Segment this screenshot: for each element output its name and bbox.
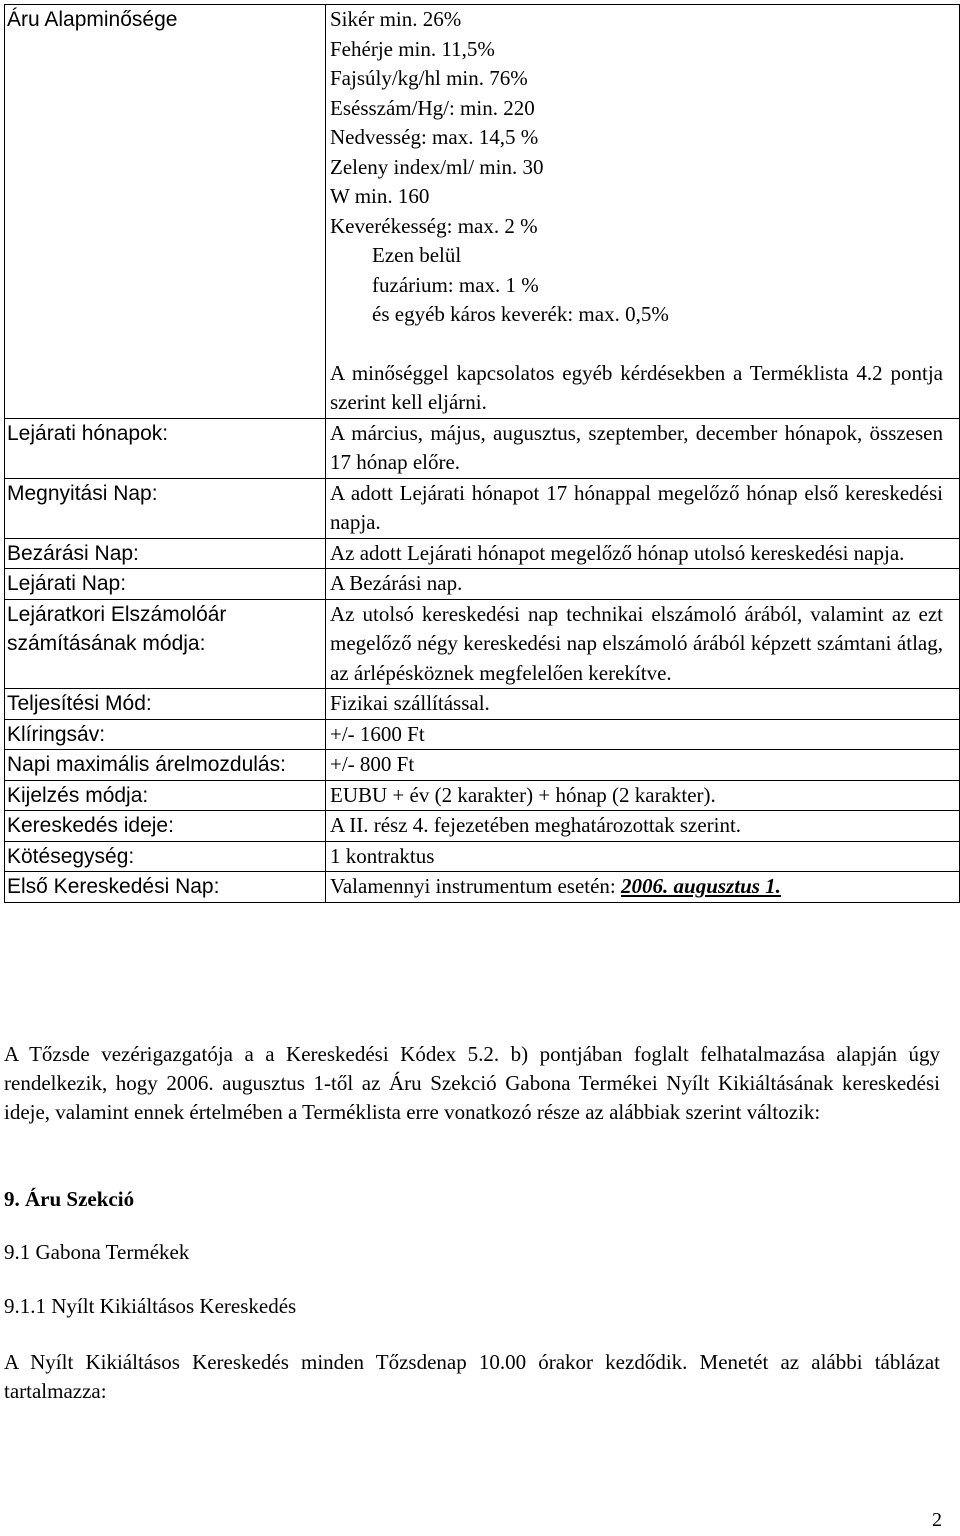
row-label: Megnyitási Nap: <box>5 478 326 538</box>
row-label: Bezárási Nap: <box>5 538 326 569</box>
table-row <box>5 780 960 811</box>
intro-paragraph: A Tőzsde vezérigazgatója a a Kereskedési Kódex 5.2. b) pontjában foglalt felhatalmazása alapján úgy rendelkezik, hogy 2006. augusztus 1-től az Áru Szekció Gabona Termékei Nyílt Kikiáltásának kereskedési ideje, valamint ennek értelmében a Terméklista erre vonatkozó része az alábbiak szerint változik: <box>4 1042 940 1125</box>
row-label: Kereskedés ideje: <box>5 811 326 842</box>
first-trading-day-date: 2006. augusztus 1. <box>621 874 781 898</box>
row-value: +/- 800 Ft <box>326 750 960 781</box>
quality-line: Esésszám/Hg/: min. 220 <box>330 95 535 120</box>
quality-subline: Ezen belül <box>372 243 462 267</box>
row-label: Lejárati Nap: <box>5 569 326 600</box>
spacer <box>330 330 943 359</box>
quality-line: Fajsúly/kg/hl min. 76% <box>330 66 528 90</box>
quality-line: Fehérje min. 11,5% <box>330 36 495 61</box>
table-row <box>5 599 960 689</box>
row-value: Az adott Lejárati hónapot megelőző hónap utolsó kereskedési napja. <box>326 538 960 569</box>
row-value: Az utolsó kereskedési nap technikai elszámoló árából, valamint az ezt megelőző négy kereskedési nap elszámoló árából képzett számtani átlag, az árlépésköznek megfelelően kerekítve. <box>326 599 960 689</box>
quality-note: A minőséggel kapcsolatos egyéb kérdésekben a Terméklista 4.2 pontja szerint kell eljárni. <box>330 360 943 414</box>
table-row <box>5 569 960 600</box>
quality-line: W min. 160 <box>330 184 430 208</box>
table-row <box>5 872 960 903</box>
row-value: Fizikai szállítással. <box>326 689 960 720</box>
row-value: +/- 1600 Ft <box>326 719 960 750</box>
row-value: A adott Lejárati hónapot 17 hónappal megelőző hónap első kereskedési napja. <box>326 478 960 538</box>
quality-values <box>326 5 960 419</box>
section-heading: 9. Áru Szekció <box>4 1187 135 1211</box>
row-value: A március, május, augusztus, szeptember, december hónapok, összesen 17 hónap előre. <box>326 418 960 478</box>
row-value: 1 kontraktus <box>326 841 960 872</box>
table-row <box>5 689 960 720</box>
table-row <box>5 750 960 781</box>
subsection-heading: 9.1 Gabona Termékek <box>4 1240 190 1264</box>
row-label-quality: Áru Alapminősége <box>5 5 326 419</box>
quality-subline: és egyéb káros keverék: max. 0,5% <box>372 302 669 326</box>
row-label: Napi maximális árelmozdulás: <box>5 750 326 781</box>
table-row <box>5 5 960 419</box>
table-row <box>5 478 960 538</box>
quality-subline: fuzárium: max. 1 % <box>372 272 539 297</box>
table-row <box>5 811 960 842</box>
row-value: A Bezárási nap. <box>326 569 960 600</box>
table-row <box>5 538 960 569</box>
contract-spec-table <box>4 4 960 903</box>
closing-paragraph: A Nyílt Kikiáltásos Kereskedés minden Tőzsdenap 10.00 órakor kezdődik. Menetét az alábbi táblázat tartalmazza: <box>4 1350 940 1404</box>
first-trading-day-value <box>326 872 960 903</box>
row-label: Kijelzés módja: <box>5 780 326 811</box>
table-row <box>5 841 960 872</box>
page-number: 2 <box>932 1509 942 1531</box>
table-row <box>5 418 960 478</box>
subsubsection-heading: 9.1.1 Nyílt Kikiáltásos Kereskedés <box>4 1294 297 1318</box>
row-label-first-trading-day: Első Kereskedési Nap: <box>5 872 326 903</box>
row-label: Kötésegység: <box>5 841 326 872</box>
quality-line: Sikér min. 26% <box>330 7 462 31</box>
quality-line: Zeleny index/ml/ min. 30 <box>330 154 544 179</box>
row-label: Lejáratkori Elszámolóár számításának módja: <box>5 599 326 689</box>
row-label: Teljesítési Mód: <box>5 689 326 720</box>
table-row <box>5 719 960 750</box>
quality-line: Keverékesség: max. 2 % <box>330 213 538 238</box>
first-trading-day-prefix: Valamennyi instrumentum esetén: <box>330 874 622 898</box>
row-label: Lejárati hónapok: <box>5 418 326 478</box>
row-value: EUBU + év (2 karakter) + hónap (2 karakter). <box>326 780 960 811</box>
row-value: A II. rész 4. fejezetében meghatározottak szerint. <box>326 811 960 842</box>
row-label: Klíringsáv: <box>5 719 326 750</box>
quality-line: Nedvesség: max. 14,5 % <box>330 125 539 149</box>
